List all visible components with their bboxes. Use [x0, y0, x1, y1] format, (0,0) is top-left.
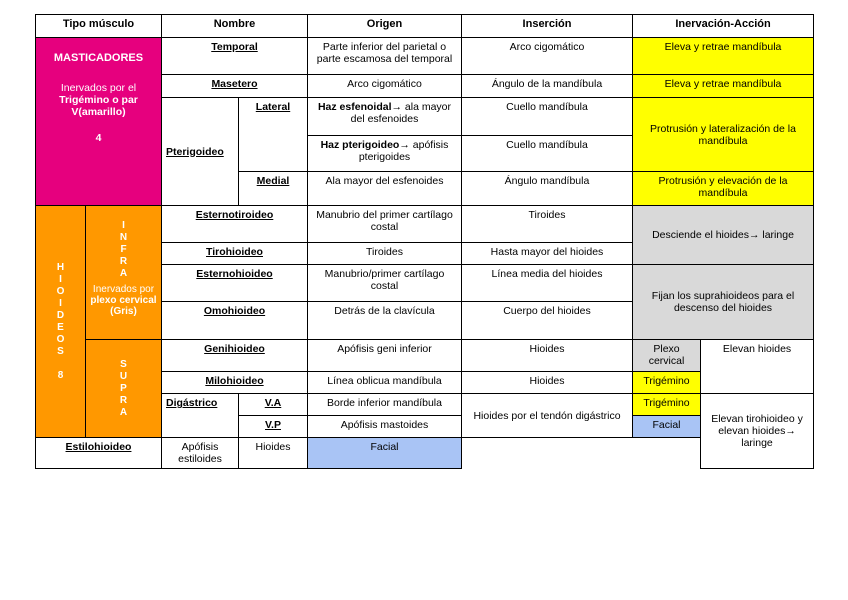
digastrico-va-origen: Borde inferior mandíbula — [308, 394, 462, 416]
pterigoideo-lateral: Lateral — [239, 98, 308, 172]
masetero-accion: Eleva y retrae mandíbula — [633, 75, 814, 98]
table-row — [36, 438, 814, 469]
masetero-name: Masetero — [162, 75, 308, 98]
digastrico-vp-origen: Apófisis mastoides — [308, 416, 462, 438]
vertical-letter: S — [57, 345, 64, 357]
masticadores-note1: Inervados por el — [60, 82, 137, 94]
masetero-origen: Arco cigomático — [308, 75, 462, 98]
infra-note — [90, 284, 157, 317]
genihioideo-nervio: Plexo cervical — [633, 340, 701, 372]
temporal-name: Temporal — [162, 38, 308, 75]
hioideos-cell — [36, 206, 86, 438]
vertical-letter: R — [119, 394, 128, 406]
milohioideo-insercion: Hioides — [462, 372, 633, 394]
esternotiroideo-insercion: Tiroides — [462, 206, 633, 243]
digastrico-va-nervio: Trigémino — [633, 394, 701, 416]
genihioideo-name: Genihioideo — [162, 340, 308, 372]
infra-cell — [86, 206, 162, 340]
header-tipo: Tipo músculo — [36, 15, 162, 38]
temporal-insercion: Arco cigomático — [462, 38, 633, 75]
infra-accion-2: Fijan los suprahioideos para el descenso del hioides — [633, 265, 814, 340]
estilohioideo-name: Estilohioideo — [36, 438, 162, 469]
masticadores-count: 4 — [95, 132, 102, 144]
masticadores-note2: Trigémino o par V(amarillo) — [59, 94, 138, 118]
pterigoideo-name: Pterigoideo — [162, 98, 239, 206]
temporal-origen: Parte inferior del parietal o parte escamosa del temporal — [308, 38, 462, 75]
vertical-letter: H — [56, 261, 65, 273]
omohioideo-insercion: Cuerpo del hioides — [462, 302, 633, 340]
vertical-letter: A — [119, 268, 128, 279]
digastrico-vp-nervio: Facial — [633, 416, 701, 438]
esternotiroideo-name: Esternotiroideo — [162, 206, 308, 243]
vertical-letter: N — [119, 232, 128, 243]
lat-origen-1-bold: Haz esfenoidal — [317, 101, 392, 113]
med-origen: Ala mayor del esfenoides — [308, 172, 462, 206]
masticadores-cell — [36, 38, 162, 206]
supra-label — [90, 359, 157, 419]
omohioideo-origen: Detrás de la clavícula — [308, 302, 462, 340]
vertical-letter: U — [119, 370, 128, 382]
vertical-letter: E — [57, 321, 64, 333]
table-row — [36, 38, 814, 75]
muscle-table — [35, 14, 814, 469]
header-inervacion: Inervación-Acción — [633, 15, 814, 38]
milohioideo-nervio: Trigémino — [633, 372, 701, 394]
header-origen: Origen — [308, 15, 462, 38]
vertical-letter: R — [119, 256, 128, 267]
vertical-letter: O — [56, 285, 65, 297]
lat-origen-2-bold: Haz pterigoideo — [320, 139, 400, 151]
vertical-letter: I — [59, 273, 62, 285]
infra-note2: (Gris) — [110, 306, 137, 317]
digastrico-accion: Elevan tirohioideo y elevan hioides→ laringe — [701, 394, 814, 469]
masetero-insercion: Ángulo de la mandíbula — [462, 75, 633, 98]
digastrico-name: Digástrico — [162, 394, 239, 438]
lat-insercion-2: Cuello mandíbula — [462, 136, 633, 172]
vertical-letter: A — [119, 406, 128, 418]
digastrico-insercion: Hioides por el tendón digástrico — [462, 394, 633, 438]
header-row — [36, 15, 814, 38]
digastrico-vp: V.P — [239, 416, 308, 438]
esternohioideo-origen: Manubrio/primer cartílago costal — [308, 265, 462, 302]
masticadores-title: MASTICADORES — [53, 52, 144, 64]
header-insercion: Inserción — [462, 15, 633, 38]
vertical-letter: I — [122, 220, 125, 231]
lat-origen-1 — [308, 98, 462, 136]
med-accion: Protrusión y elevación de la mandíbula — [633, 172, 814, 206]
vertical-letter: S — [120, 358, 127, 370]
infra-label — [90, 220, 157, 280]
vertical-letter: D — [56, 309, 65, 321]
table-row — [36, 340, 814, 372]
header-nombre: Nombre — [162, 15, 308, 38]
infra-accion-1: Desciende el hioides→ laringe — [633, 206, 814, 265]
genihioideo-accion: Elevan hioides — [701, 340, 814, 394]
tirohioideo-insercion: Hasta mayor del hioides — [462, 243, 633, 265]
med-insercion: Ángulo mandíbula — [462, 172, 633, 206]
lat-accion: Protrusión y lateralización de la mandíbula — [633, 98, 814, 172]
tirohioideo-origen: Tiroides — [308, 243, 462, 265]
esternohioideo-insercion: Línea media del hioides — [462, 265, 633, 302]
vertical-letter: F — [120, 244, 127, 255]
hioideos-count: 8 — [57, 369, 64, 381]
estilohioideo-nervio: Facial — [308, 438, 462, 469]
milohioideo-origen: Línea oblicua mandíbula — [308, 372, 462, 394]
infra-note1: Inervados por — [92, 284, 155, 295]
tirohioideo-name: Tirohioideo — [162, 243, 308, 265]
genihioideo-origen: Apófisis geni inferior — [308, 340, 462, 372]
estilohioideo-insercion: Hioides — [239, 438, 308, 469]
digastrico-va: V.A — [239, 394, 308, 416]
vertical-letter: P — [120, 382, 127, 394]
omohioideo-name: Omohioideo — [162, 302, 308, 340]
temporal-accion: Eleva y retrae mandíbula — [633, 38, 814, 75]
supra-cell — [86, 340, 162, 438]
infra-note-bold: plexo cervical — [90, 295, 157, 306]
lat-origen-2 — [308, 136, 462, 172]
esternotiroideo-origen: Manubrio del primer cartílago costal — [308, 206, 462, 243]
table-row — [36, 206, 814, 243]
lat-origen-2-rest: → apófisis pterigoides — [358, 139, 449, 163]
genihioideo-insercion: Hioides — [462, 340, 633, 372]
vertical-letter: I — [59, 297, 62, 309]
lat-origen-1-rest: → ala mayor del esfenoides — [350, 101, 452, 125]
hioideos-label — [40, 262, 81, 358]
milohioideo-name: Milohioideo — [162, 372, 308, 394]
estilohioideo-origen: Apófisis estiloides — [162, 438, 239, 469]
vertical-letter: O — [56, 333, 65, 345]
pterigoideo-medial: Medial — [239, 172, 308, 206]
lat-insercion-1: Cuello mandíbula — [462, 98, 633, 136]
esternohioideo-name: Esternohioideo — [162, 265, 308, 302]
